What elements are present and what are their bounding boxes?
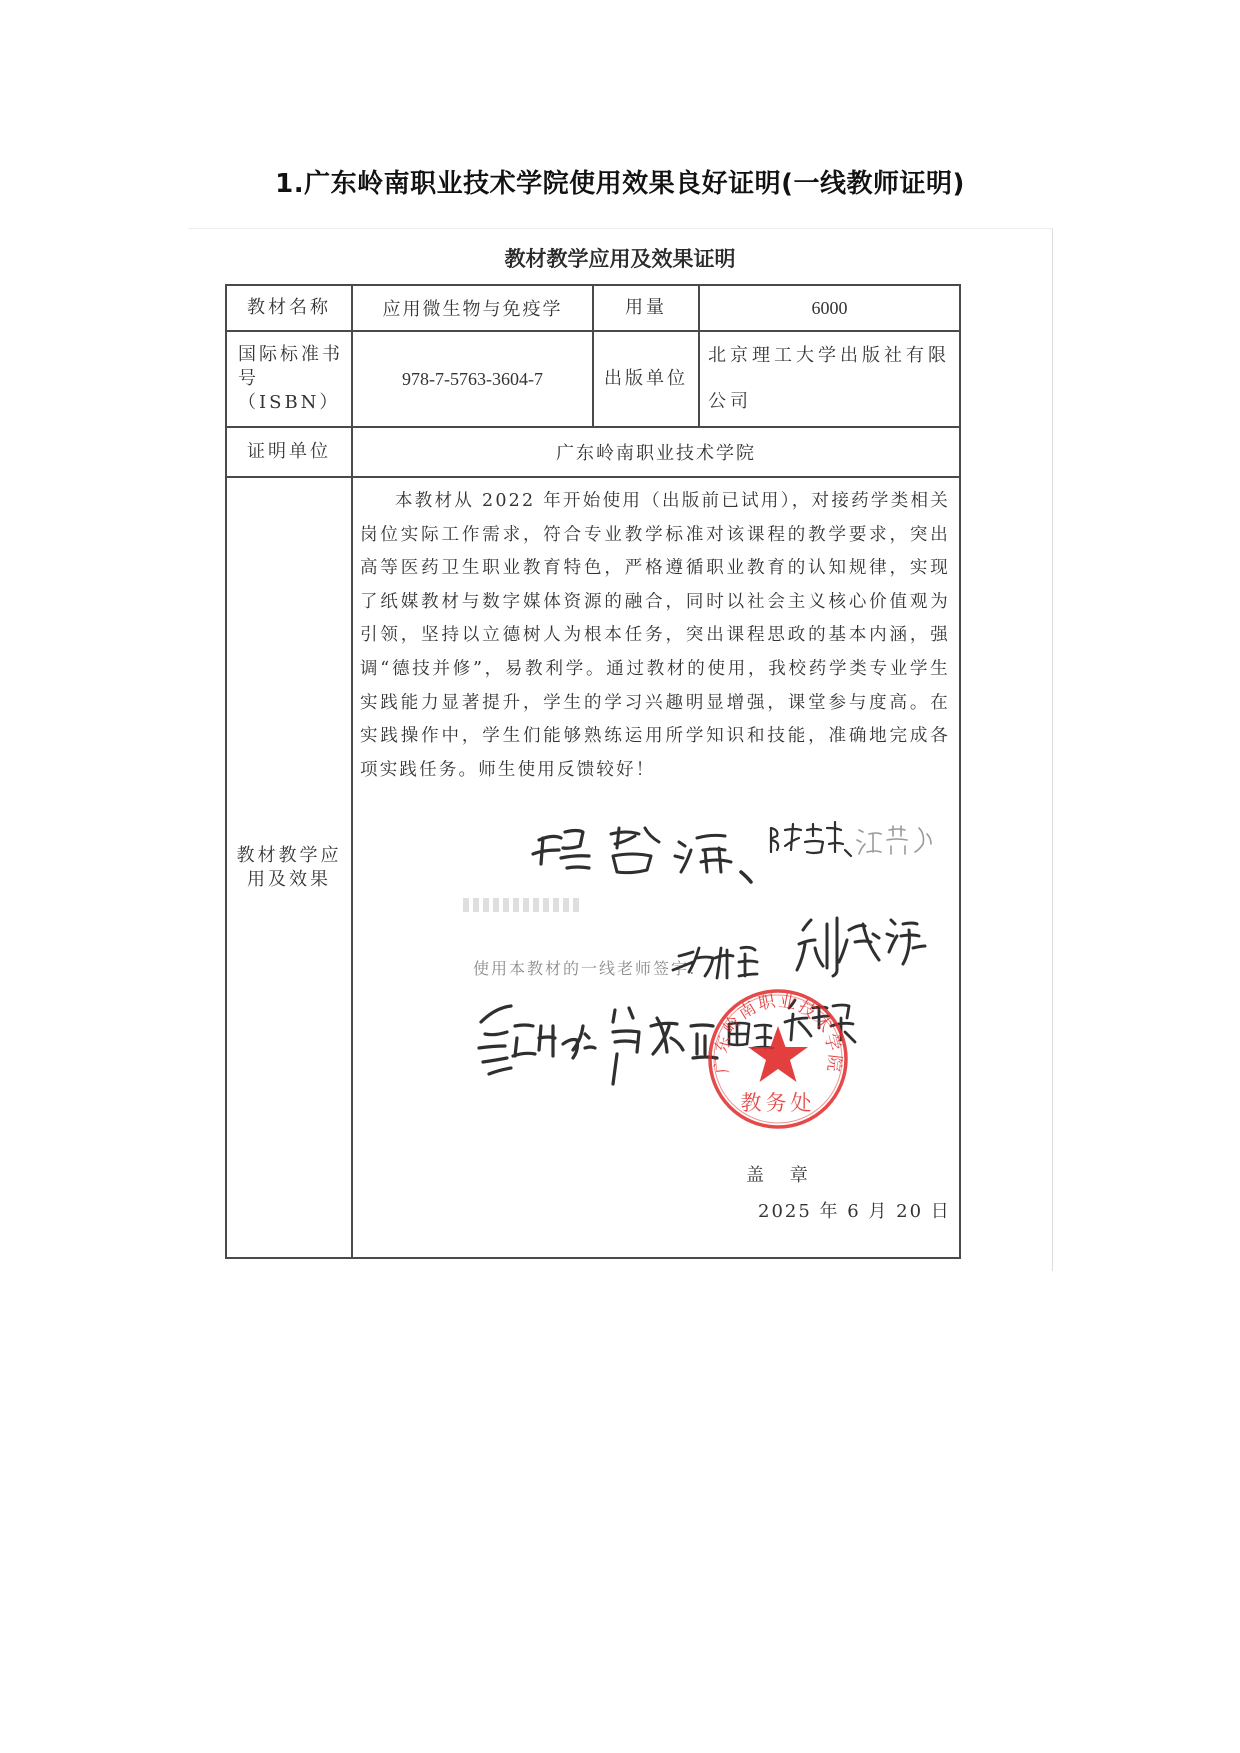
issue-date: 2025 年 6 月 20 日: [758, 1201, 951, 1222]
signature-xiao: [613, 1008, 717, 1084]
certificate-table: [225, 284, 961, 1259]
form-title: 教材教学应用及效果证明: [504, 247, 736, 271]
signature-cheng: [533, 831, 589, 869]
effect-cell: [352, 477, 960, 1258]
signature-zhe: [611, 828, 659, 873]
signature-jiang: [857, 826, 931, 854]
certificate-scan: [188, 228, 1053, 1271]
handwritten-signatures: [353, 478, 959, 1258]
isbn-value: 978-7-5763-3604-7: [352, 331, 593, 427]
stamp-label: 盖 章: [746, 1165, 818, 1186]
publisher-value: 北京理工大学出版社有限公司: [699, 331, 960, 427]
quantity-label: 用量: [593, 285, 699, 331]
certifying-unit-label: 证明单位: [226, 427, 352, 477]
signature-liu: [797, 918, 925, 976]
signature-wang: [673, 947, 757, 978]
effect-label: 教材教学应用及效果: [226, 477, 352, 1258]
seal-graphic: [705, 986, 851, 1132]
signature-prompt: 使用本教材的一线老师签字:: [473, 959, 697, 978]
isbn-label: 国际标准书号（ISBN）: [226, 331, 352, 427]
effect-paragraph: 本教材从 2022 年开始使用（出版前已试用），对接药学类相关岗位实际工作需求，符合专业教学标准对该课程的教学要求，突出高等医药卫生职业教育特色，严格遵循职业教育的认知规律，实现了纸媒教材与数字媒体资源的融合，同时以社会主义核心价值观为引领，坚持以立德树人为根本任务，突出课程思政的基本内涵，强调“德技并修”，易教利学。通过教材的使用，我校药学类专业学生实践能力显著提升，学生的学习兴趣明显增强，课堂参与度高。在实践操作中，学生们能够熟练运用所学知识和技能，准确地完成各项实践任务。师生使用反馈较好！: [360, 491, 950, 780]
seal-org-text: 广东岭南职业技术学院: [711, 991, 845, 1075]
textbook-name-label: 教材名称: [226, 285, 352, 331]
seal-dept-text: 教务处: [740, 1091, 816, 1115]
signature-third: [675, 835, 731, 872]
table-row-textbook: [226, 285, 960, 331]
table-row-isbn: [226, 331, 960, 427]
certifying-unit-value: 广东岭南职业技术学院: [352, 427, 960, 477]
table-row-effect: [226, 477, 960, 1258]
publisher-label: 出版单位: [593, 331, 699, 427]
textbook-name-value: 应用微生物与免疫学: [352, 285, 593, 331]
signature-zhan: [479, 1006, 595, 1074]
signature-chen: [771, 822, 851, 856]
seal-star-icon: [748, 1026, 808, 1082]
quantity-value: 6000: [699, 285, 960, 331]
page-heading: 1.广东岭南职业技术学院使用效果良好证明(一线教师证明): [275, 169, 965, 199]
table-row-unit: [226, 427, 960, 477]
official-seal: [705, 986, 851, 1132]
